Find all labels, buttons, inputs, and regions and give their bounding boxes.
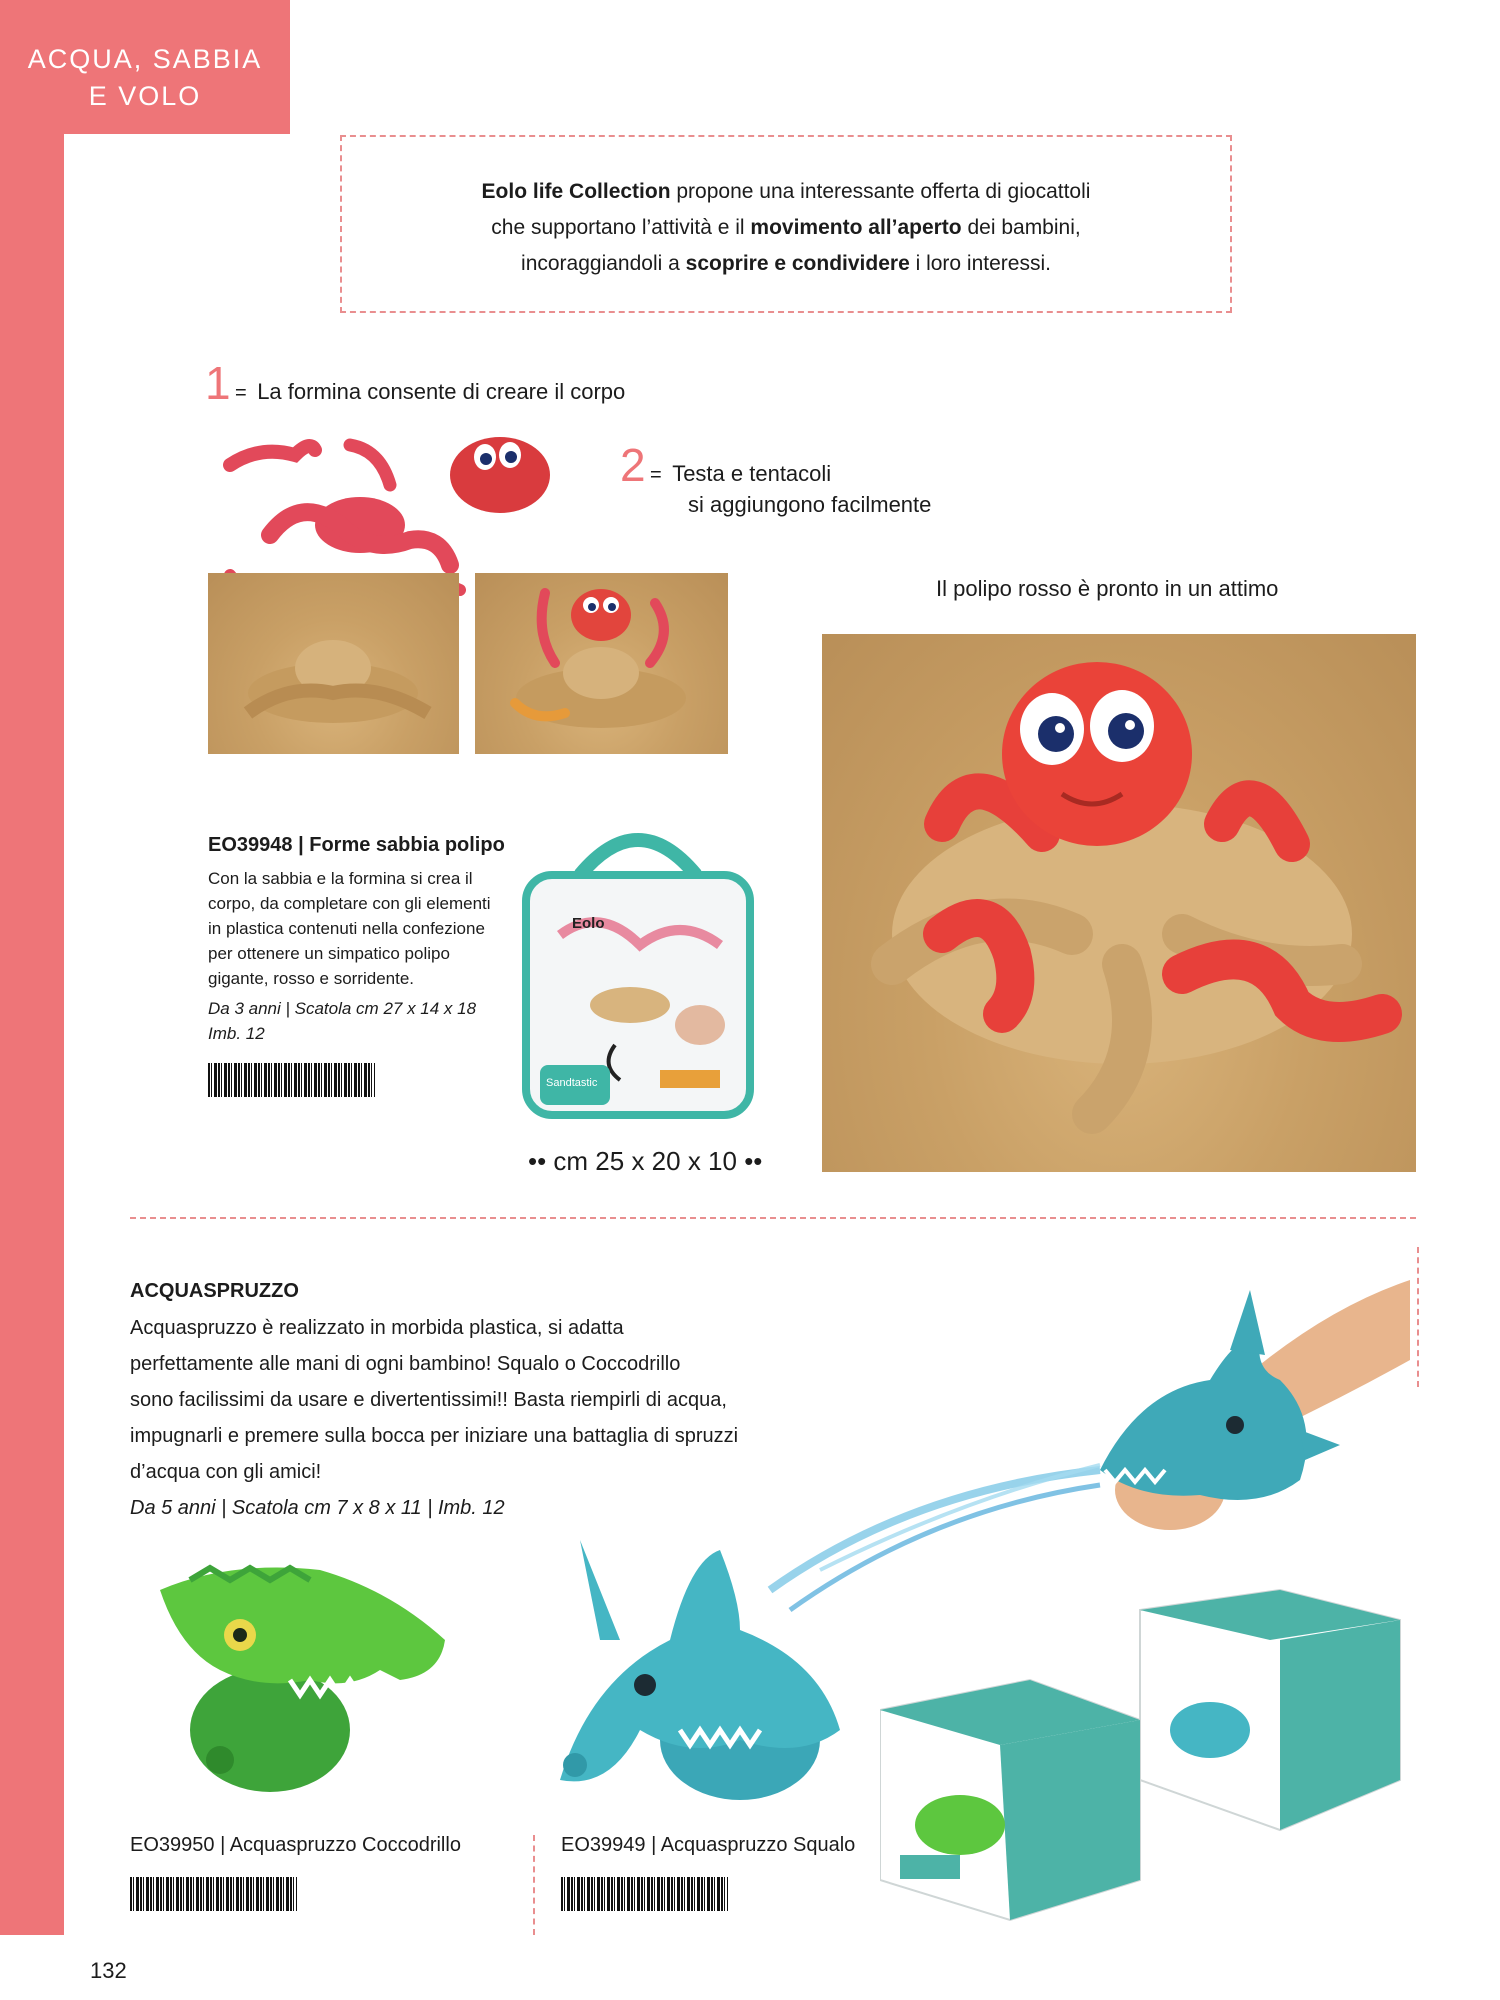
step-photo-complete-octopus [475,573,728,754]
section-tab-line1: ACQUA, SABBIA [27,44,263,74]
section-tab-line2: E VOLO [88,81,202,111]
acquaspruzzo-heading: ACQUASPRUZZO [130,1280,299,1302]
step-photo-sand-body [208,573,459,754]
intro-line-1: Eolo life Collection propone una interessante offerta di giocattoli [481,180,1091,203]
product-octopus-description: Con la sabbia e la formina si crea il corpo, da completare con gli elementi in plastica contenuti nella confezione per ottenere un simpatico polipo gigante, rosso e sorridente. [208,869,491,988]
step-1-text: La formina consente di creare il corpo [257,379,626,404]
intro-line-2: che supportano l’attività e il movimento all’aperto dei bambini, [491,216,1081,239]
step-2-line-2: si aggiungono facilmente [688,492,932,517]
step-2-equals: = [650,464,662,486]
product-shark-image [540,1530,850,1810]
product-octopus-barcode [208,1063,375,1097]
page-sidebar-strip [0,0,64,1935]
step-2 [620,438,831,492]
bag-tag-label: Sandtastic [546,1077,598,1089]
product-shark-title: EO39949 | Acquaspruzzo Squalo [561,1834,856,1856]
product-shark-barcode [561,1877,728,1911]
step-1-equals: = [235,382,247,404]
step-1-number: 1 [205,357,231,409]
product-octopus-meta-2: Imb. 12 [208,1024,265,1043]
product-octopus-title: EO39948 | Forme sabbia polipo [208,834,505,856]
acquaspruzzo-meta: Da 5 anni | Scatola cm 7 x 8 x 11 | Imb. 12 [130,1497,505,1519]
section-divider [130,1217,1416,1219]
step-2-line-1: Testa e tentacoli [672,461,832,486]
step-1 [205,356,625,410]
product-octopus-meta-1: Da 3 anni | Scatola cm 27 x 14 x 18 [208,999,477,1018]
product-octopus-dimensions: •• cm 25 x 20 x 10 •• [528,1146,763,1176]
bag-brand-label: Eolo [572,915,605,932]
section-tab [0,0,290,134]
main-photo-octopus [822,634,1416,1172]
main-photo-caption: Il polipo rosso è pronto in un attimo [936,576,1279,601]
product-crocodile-image [150,1560,450,1800]
product-packaging-boxes [880,1580,1410,1930]
intro-box [340,135,1232,313]
intro-line-3: incoraggiandoli a scoprire e condividere i loro interessi. [521,252,1051,275]
product-crocodile-title: EO39950 | Acquaspruzzo Coccodrillo [130,1834,461,1856]
page-number: 132 [90,1958,127,1983]
step-2-number: 2 [620,439,646,491]
product-crocodile-barcode [130,1877,297,1911]
product-separator [533,1835,535,1935]
acquaspruzzo-description: Acquaspruzzo è realizzato in morbida plastica, si adatta perfettamente alle mani di ogni bambino! Squalo o Coccodrillo sono facilissimi da usare e divertentissimi!! Basta riempirli di acqua, impugnarli e premere sulla bocca per iniziare una battaglia di spruzzi d’acqua con gli amici! [130,1317,739,1483]
product-octopus-bag [520,815,756,1125]
